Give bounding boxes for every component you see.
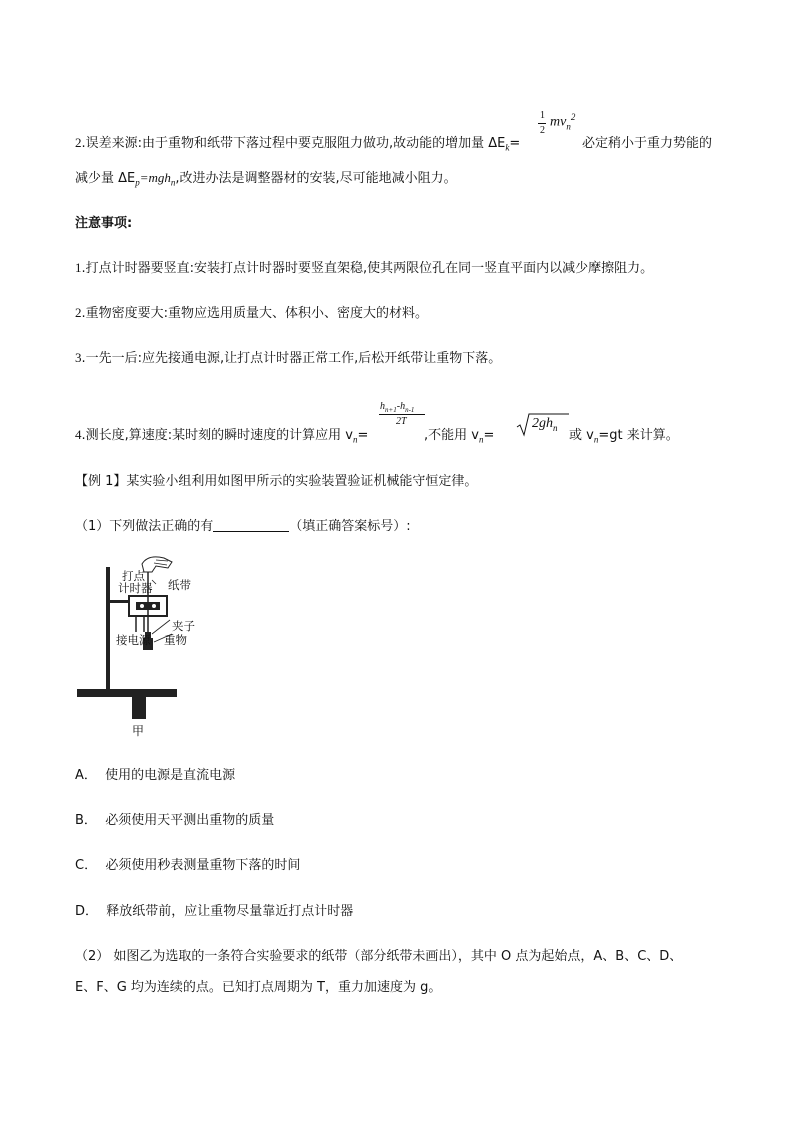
item-number: 2 bbox=[75, 135, 82, 150]
item-text: .测长度,算速度:某时刻的瞬时速度的计算应用 v bbox=[81, 428, 353, 443]
question-text: （填正确答案标号）: bbox=[289, 519, 411, 534]
item-text: .重物密度要大:重物应选用质量大、体积小、密度大的材料。 bbox=[81, 306, 429, 321]
label-tape: 纸带 bbox=[168, 578, 191, 592]
item-number: 2 bbox=[75, 305, 82, 320]
note-item-4-c bbox=[569, 424, 679, 445]
subscript: n bbox=[566, 121, 571, 132]
item-number: 3 bbox=[75, 350, 82, 365]
figure-caption: 甲 bbox=[132, 724, 145, 738]
subscript: n-1 bbox=[405, 406, 415, 414]
option-letter: D． bbox=[75, 904, 99, 919]
question-2-line-1: （2） 如图乙为选取的一条符合实验要求的纸带（部分纸带未画出），其中 O 点为起始点，A、B、C、D、 bbox=[75, 949, 683, 964]
text: 减少量 ΔE bbox=[75, 171, 136, 186]
kinetic-energy-expr bbox=[550, 112, 575, 131]
equals-sign: = bbox=[509, 136, 521, 151]
item-text: =gt 来计算。 bbox=[598, 428, 679, 443]
velocity-fraction-numerator bbox=[380, 401, 414, 414]
item-number: 1 bbox=[75, 260, 82, 275]
expr-mv: mv bbox=[550, 114, 567, 130]
sqrt-content bbox=[532, 416, 558, 433]
answer-blank[interactable] bbox=[213, 519, 289, 532]
note-item-2 bbox=[75, 302, 428, 321]
velocity-fraction-denominator: 2T bbox=[396, 416, 407, 427]
item-number: 4 bbox=[75, 427, 82, 442]
error-source-line-1 bbox=[75, 132, 520, 153]
frac-minus-h: -h bbox=[396, 401, 406, 412]
subscript: p bbox=[135, 177, 140, 188]
note-item-1 bbox=[75, 257, 653, 276]
option-a[interactable] bbox=[75, 764, 235, 783]
label-weight: 重物 bbox=[164, 633, 187, 647]
question-text: （1）下列做法正确的有 bbox=[75, 519, 214, 534]
note-item-4-b bbox=[424, 424, 494, 445]
label-power: 接电源 bbox=[116, 633, 151, 647]
option-text: 必须使用秒表测量重物下落的时间 bbox=[105, 858, 301, 873]
text: =mgh bbox=[139, 170, 171, 185]
option-letter: A． bbox=[75, 768, 97, 783]
item-text: ,不能用 v bbox=[424, 428, 479, 443]
superscript: 2 bbox=[570, 112, 576, 122]
subscript: n bbox=[170, 177, 176, 188]
error-source-line-2 bbox=[75, 167, 457, 188]
fraction-bar bbox=[538, 123, 546, 124]
subscript: k bbox=[505, 142, 510, 153]
option-b[interactable] bbox=[75, 809, 274, 828]
option-letter: C． bbox=[75, 858, 98, 873]
apparatus-figure bbox=[72, 552, 222, 742]
example-title: 某实验小组利用如图甲所示的实验装置验证机械能守恒定律。 bbox=[126, 474, 478, 489]
item-text: .打点计时器要竖直:安装打点计时器时要竖直架稳,使其两限位孔在同一竖直平面内以减少摩擦阻力。 bbox=[81, 261, 654, 276]
example-heading bbox=[75, 470, 477, 489]
label-clip: 夹子 bbox=[172, 619, 195, 633]
error-source-tail: 必定稍小于重力势能的 bbox=[582, 136, 713, 151]
subscript: n bbox=[352, 434, 358, 445]
subscript: n bbox=[553, 422, 558, 433]
note-item-3 bbox=[75, 347, 501, 366]
equals-sign: = bbox=[357, 428, 369, 443]
option-d[interactable] bbox=[75, 900, 353, 919]
option-text: 必须使用天平测出重物的质量 bbox=[105, 813, 275, 828]
notes-heading: 注意事项: bbox=[75, 216, 133, 231]
question-2-line-2: E、F、G 均为连续的点。已知打点周期为 T，重力加速度为 g。 bbox=[75, 980, 442, 995]
option-c[interactable] bbox=[75, 854, 300, 873]
question-1 bbox=[75, 515, 411, 534]
subscript: n bbox=[478, 434, 484, 445]
example-tag: 【例 1】 bbox=[75, 474, 127, 489]
frac-h: h bbox=[380, 401, 385, 412]
label-timer-line1: 打点 bbox=[122, 569, 145, 583]
subscript: n bbox=[593, 434, 599, 445]
item-text: .一先一后:应先接通电源,让打点计时器正常工作,后松开纸带让重物下落。 bbox=[81, 351, 502, 366]
error-source-text: .误差来源:由于重物和纸带下落过程中要克服阻力做功,故动能的增加量 ΔE bbox=[81, 136, 506, 151]
label-timer-line2: 计时器 bbox=[118, 581, 153, 595]
item-text: 或 v bbox=[569, 428, 594, 443]
option-text: 释放纸带前，应让重物尽量靠近打点计时器 bbox=[106, 904, 354, 919]
note-item-4 bbox=[75, 424, 368, 445]
subscript: n+1 bbox=[385, 406, 397, 414]
fraction-numerator: 1 bbox=[540, 110, 545, 121]
text: ,改进办法是调整器材的安装,尽可能地减小阻力。 bbox=[175, 171, 457, 186]
fraction-bar bbox=[379, 414, 425, 415]
equals-sign: = bbox=[483, 428, 495, 443]
fraction-denominator: 2 bbox=[540, 125, 545, 136]
option-text: 使用的电源是直流电源 bbox=[105, 768, 236, 783]
sqrt-2gh: 2gh bbox=[532, 416, 553, 431]
option-letter: B． bbox=[75, 813, 97, 828]
